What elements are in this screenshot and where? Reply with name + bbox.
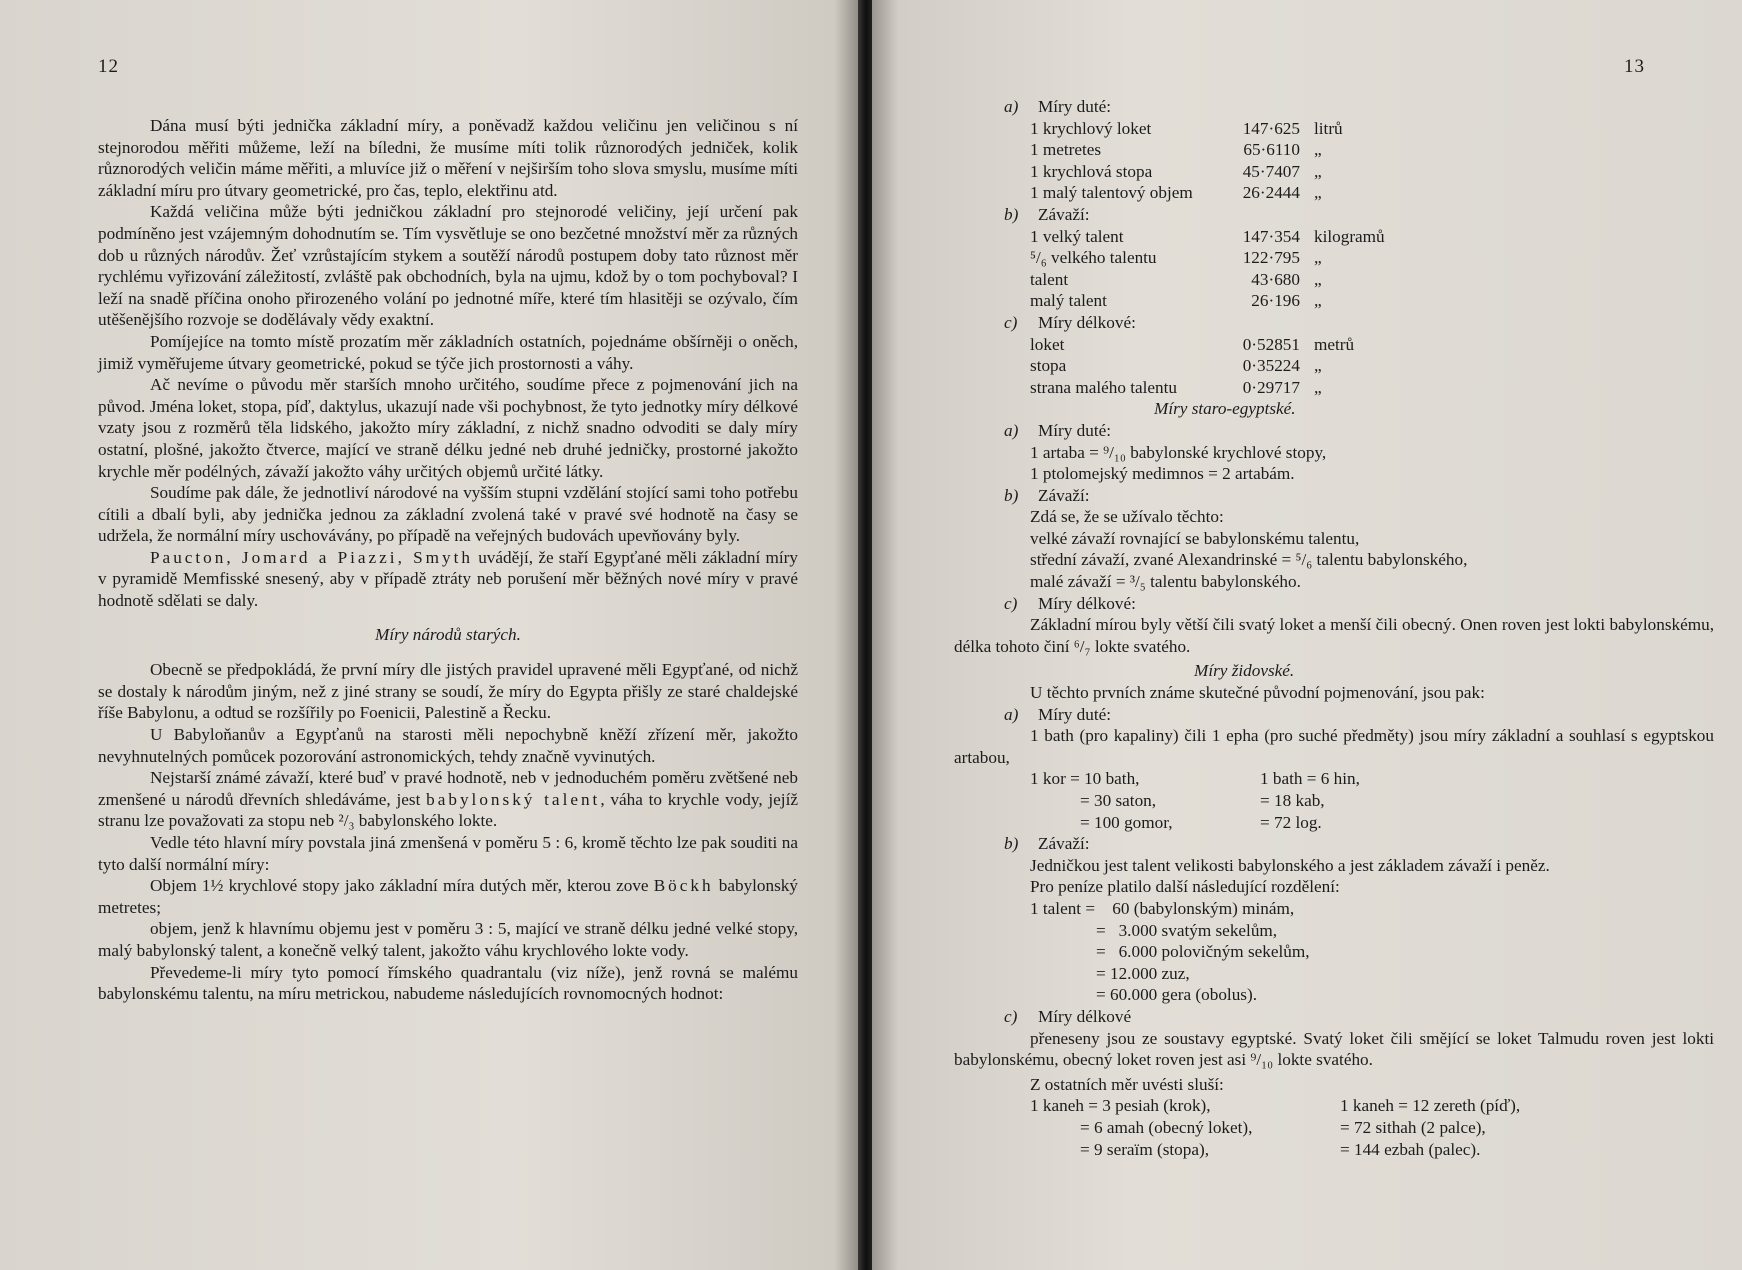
measure-value: 122·795 bbox=[1242, 248, 1300, 268]
measure-table bbox=[954, 898, 1714, 1006]
paragraph: Převedeme-li míry tyto pomocí římského quadrantalu (viz níže), jenž rovná se malému babylonskému talentu, na míru metrickou, nabudeme následujících rovnomocných hodnot: bbox=[98, 962, 798, 1004]
paragraph: Obecně se předpokládá, že první míry dle jistých pravidel upravené měli Egypťané, od nichž se dostaly k národům jiným, než z jiné strany se soudí, že míry do Egypta přišly ze staré chaldejské říše Babylonu, a odtud se rozšířily po Foenicii, Palestině a Řecku. bbox=[98, 660, 798, 723]
measure-row bbox=[954, 161, 1714, 183]
paragraph bbox=[98, 767, 798, 832]
paragraph-text: Nejstarší známé závaží, které buď v pravé hodnotě, neb v jednoduchém poměru zvětšené neb zmenšené u národů dřevních shledáváme, jest bbox=[98, 768, 798, 809]
section-heading: Míry staro-egyptské. bbox=[1154, 399, 1296, 419]
measure-row: = 6.000 polovičným sekelům, bbox=[1096, 942, 1310, 962]
measure-unit: „ bbox=[1314, 183, 1322, 203]
measure-row bbox=[954, 118, 1714, 140]
measure-name: 1 krychlový loket bbox=[1030, 118, 1152, 138]
measure-table bbox=[954, 768, 1714, 833]
measure-row bbox=[954, 182, 1714, 204]
list-label: c) bbox=[1004, 1006, 1018, 1026]
measure-value: 0·29717 bbox=[1242, 377, 1300, 397]
measure-unit: „ bbox=[1314, 377, 1322, 397]
measure-row bbox=[954, 812, 1714, 834]
measure-row bbox=[954, 1117, 1714, 1139]
paragraph: Dána musí býti jednička základní míry, a poněvadž každou veličinu jen veličinou s ní stejnorodou měřiti můžeme, leží na bíledni, že musíme míti tolik různorodých jedniček, kolik různorodých veličin máme měřiti, a mluvíce již o měření v nejširším toho slova smyslu, musíme míti základní míru pro útvary geometrické, pro čas, teplo, elektřinu atd. bbox=[98, 116, 798, 200]
list-heading bbox=[954, 204, 1714, 226]
left-page-text bbox=[98, 115, 798, 1005]
right-page bbox=[872, 0, 1742, 1270]
measure-row bbox=[954, 355, 1714, 377]
paragraph: Základní mírou byly větší čili svatý loket a menší čili obecný. Onen roven jest lokti babylonskému, délka tohoto činí ⁶/₇ lokte svatého. bbox=[954, 615, 1714, 656]
measure-right: 1 kaneh = 12 zereth (píď), bbox=[1340, 1096, 1521, 1116]
list-heading bbox=[954, 485, 1714, 507]
paragraph-text: , váha to krychle vody, jejíž stranu lze považovati za stopu neb ²/₃ babylonského lokte. bbox=[98, 789, 798, 831]
measure-row: 1 talent = 60 (babylonským) minám, bbox=[1030, 898, 1295, 918]
page-number: 12 bbox=[98, 56, 119, 77]
list-title: Závaží: bbox=[1038, 204, 1090, 224]
measure-row: = 12.000 zuz, bbox=[1096, 963, 1190, 983]
list-label: b) bbox=[1004, 204, 1019, 224]
measure-row bbox=[954, 269, 1714, 291]
measure-left: = 100 gomor, bbox=[1080, 812, 1173, 832]
measure-unit: „ bbox=[1314, 356, 1322, 376]
list-title: Míry duté: bbox=[1038, 97, 1112, 116]
measure-left: = 9 seraïm (stopa), bbox=[1080, 1139, 1210, 1159]
paragraph: Pomíjejíce na tomto místě prozatím měr základních ostatních, pojednáme obšírněji o oněch, jimiž vyměřujeme útvary geometrické, pokud se týče jich prostornosti a váhy. bbox=[98, 331, 798, 373]
measure-unit: „ bbox=[1314, 140, 1322, 160]
list-title: Závaží: bbox=[1038, 834, 1090, 854]
measure-right: = 72 log. bbox=[1260, 812, 1322, 832]
measure-unit: „ bbox=[1314, 291, 1322, 311]
list-heading bbox=[954, 312, 1714, 334]
list-line: velké závaží rovnající se babylonskému talentu, bbox=[1030, 528, 1360, 548]
measure-value: 26·196 bbox=[1251, 291, 1300, 311]
measure-value: 43·680 bbox=[1251, 269, 1300, 289]
measure-table bbox=[954, 1095, 1714, 1160]
measure-row bbox=[954, 790, 1714, 812]
list-label: c) bbox=[1004, 593, 1018, 613]
measure-table bbox=[954, 226, 1714, 312]
list-line: malé závaží = ³/₅ talentu babylonského. bbox=[1030, 572, 1301, 592]
list-heading bbox=[954, 1006, 1714, 1028]
measure-row bbox=[954, 290, 1714, 312]
emphasized-term: babylonský talent bbox=[426, 789, 601, 809]
list-heading bbox=[954, 420, 1714, 442]
paragraph bbox=[98, 875, 798, 918]
measure-row bbox=[954, 377, 1714, 399]
measure-row: = 60.000 gera (obolus). bbox=[1096, 985, 1258, 1005]
measure-row bbox=[954, 139, 1714, 161]
measure-unit: „ bbox=[1314, 269, 1322, 289]
measure-unit: „ bbox=[1314, 248, 1322, 268]
list-title: Míry duté: bbox=[1038, 704, 1112, 724]
measure-name: ⁵/₆ velkého talentu bbox=[1030, 248, 1157, 268]
author-name: Böckh bbox=[653, 876, 714, 896]
measure-name: malý talent bbox=[1030, 291, 1107, 311]
measure-name: 1 metretes bbox=[1030, 140, 1102, 160]
list-title: Míry délkové: bbox=[1038, 593, 1136, 613]
measure-row bbox=[954, 1095, 1714, 1117]
measure-value: 45·7407 bbox=[1242, 161, 1300, 181]
list-line: 1 artaba = ⁹/₁₀ babylonské krychlové stopy, bbox=[1030, 442, 1327, 462]
list-line: Z ostatních měr uvésti sluší: bbox=[1030, 1074, 1224, 1094]
paragraph: Vedle této hlavní míry povstala jiná zmenšená v poměru 5 : 6, kromě těchto lze pak souditi na tyto další normální míry: bbox=[98, 833, 798, 874]
list-heading bbox=[954, 833, 1714, 855]
list-heading bbox=[954, 96, 1714, 118]
list-label: c) bbox=[1004, 312, 1018, 332]
list-title: Míry délkové: bbox=[1038, 312, 1136, 332]
measure-right: = 18 kab, bbox=[1260, 791, 1325, 810]
paragraph-text: uvádějí, že staří Egypťané měli základní míry v pyramidě Memfisské snesený, aby v případě ztráty neb porušení měr běžných nové míry v pravé hodnotě sdělati se daly. bbox=[98, 547, 798, 611]
measure-name: talent bbox=[1030, 269, 1069, 289]
measure-name: 1 velký talent bbox=[1030, 226, 1124, 246]
measure-left: 1 kor = 10 bath, bbox=[1030, 769, 1140, 789]
paragraph bbox=[98, 547, 798, 612]
paragraph: Každá veličina může býti jedničkou základní pro stejnorodé veličiny, její určení pak podmíněno jest vzájemným dohodnutím se. Tím vysvětluje se ono bezčetné množství měr za různých dob u různých národův. Žeť vzrůstajícím stykem a soutěží národů postupem doby tato různost měr rychlému vyřizování záležitostí, zvláště pak obchodních, byla na ujmu, kdož by o tom pochyboval? I leží na snadě příčina onoho přirozeného volání po jednotné míře, které tím hlasitěji se ozývalo, čím utěšenějšího rozvoje se dodělávaly vědy exaktní. bbox=[98, 202, 798, 330]
measure-unit: kilogramů bbox=[1314, 226, 1385, 246]
measure-table bbox=[954, 118, 1714, 204]
list-title: Míry duté: bbox=[1038, 420, 1112, 440]
measure-name: strana malého talentu bbox=[1030, 377, 1177, 397]
measure-value: 65·6110 bbox=[1243, 140, 1300, 160]
measure-table bbox=[954, 334, 1714, 399]
paragraph: Soudíme pak dále, že jednotliví národové na vyšším stupni vzdělání stojící sami toho potřebu cítili a dbalí byli, aby jednička jednou za základní zvolená také v pravé své hodnotě na časy se udržela, že normální míry uschovávány, po případě na veřejných budovách upevňovány byly. bbox=[98, 483, 798, 546]
list-line: Pro peníze platilo další následující rozdělení: bbox=[1030, 877, 1340, 897]
measure-right: 1 bath = 6 hin, bbox=[1260, 769, 1360, 789]
measure-name: 1 krychlová stopa bbox=[1030, 161, 1153, 181]
measure-right: = 72 sithah (2 palce), bbox=[1340, 1117, 1486, 1137]
measure-right: = 144 ezbah (palec). bbox=[1340, 1139, 1481, 1159]
measure-name: 1 malý talentový objem bbox=[1030, 183, 1193, 203]
list-title: Závaží: bbox=[1038, 485, 1090, 505]
measure-row bbox=[954, 334, 1714, 356]
measure-row: = 3.000 svatým sekelům, bbox=[1096, 920, 1278, 940]
list-line: U těchto prvních známe skutečné původní pojmenování, jsou pak: bbox=[1030, 683, 1485, 703]
measure-value: 147·354 bbox=[1242, 226, 1300, 246]
list-label: b) bbox=[1004, 485, 1019, 505]
author-names: Paucton, Jomard a Piazzi, Smyth bbox=[150, 547, 473, 567]
section-heading: Míry národů starých. bbox=[375, 624, 521, 644]
measure-name: stopa bbox=[1030, 356, 1067, 376]
measure-row bbox=[954, 247, 1714, 269]
list-line: Zdá se, že se užívalo těchto: bbox=[1030, 507, 1224, 527]
list-line: 1 ptolomejský medimnos = 2 artabám. bbox=[1030, 464, 1295, 484]
list-heading bbox=[954, 593, 1714, 615]
paragraph-text: babylonský metretes; bbox=[98, 876, 798, 917]
measure-left: = 6 amah (obecný loket), bbox=[1080, 1117, 1253, 1137]
paragraph: U Babyloňanův a Egypťanů na starosti měli nepochybně kněží zřízení měr, jakožto nevyhnutelných pomůcek pozorování astronomických, tehdy značně vyvinutých. bbox=[98, 725, 798, 766]
list-label: a) bbox=[1004, 97, 1019, 116]
list-line: střední závaží, zvané Alexandrinské = ⁵/₆ talentu babylonského, bbox=[1030, 550, 1468, 570]
measure-left: 1 kaneh = 3 pesiah (krok), bbox=[1030, 1096, 1211, 1116]
paragraph: Ač nevíme o původu měr starších mnoho určitého, soudíme přece z pojmenování jich na původ. Jména loket, stopa, píď, daktylus, ukazují nade vši pochybnost, že tyto jednotky míry délkové vzaty jsou z rozměrů těla lidského, jakožto míry základní, z nichž snadno odvoditi se daly míry ostatní, plošné, jakožto čtverce, mající ve straně délku jedné neb druhé jedničky, prostorné jakožto krychle měr podélných, závaží jakožto váhy určitých objemů určité látky. bbox=[98, 375, 798, 481]
paragraph: přeneseny jsou ze soustavy egyptské. Svatý loket čili smějící se loket Talmudu roven jest lokti babylonskému, obecný loket roven jest asi ⁹/₁₀ lokte svatého. bbox=[954, 1028, 1714, 1070]
measure-value: 26·2444 bbox=[1242, 183, 1300, 203]
list-title: Míry délkové bbox=[1038, 1006, 1132, 1026]
measure-name: loket bbox=[1030, 334, 1065, 354]
measure-value: 147·625 bbox=[1242, 118, 1300, 138]
measure-row bbox=[954, 768, 1714, 790]
list-label: a) bbox=[1004, 420, 1019, 440]
measure-row bbox=[954, 1139, 1714, 1161]
paragraph: objem, jenž k hlavnímu objemu jest v poměru 3 : 5, mající ve straně délku jedné velké stopy, malý babylonský talent, a konečně velký talent, jakožto váhu krychlového lokte vody. bbox=[98, 919, 798, 960]
list-heading bbox=[954, 704, 1714, 726]
paragraph-text: Objem 1½ krychlové stopy jako základní míra dutých měr, kterou zove bbox=[150, 876, 654, 896]
measure-value: 0·52851 bbox=[1242, 334, 1300, 354]
measure-unit: „ bbox=[1314, 161, 1322, 181]
measure-value: 0·35224 bbox=[1242, 356, 1300, 376]
right-page-text bbox=[954, 96, 1714, 1160]
paragraph: 1 bath (pro kapaliny) čili 1 epha (pro suché předměty) jsou míry základní a souhlasí s egyptskou artabou, bbox=[954, 726, 1714, 767]
measure-unit: metrů bbox=[1314, 334, 1355, 354]
list-label: a) bbox=[1004, 704, 1019, 724]
left-page bbox=[0, 0, 860, 1270]
list-line: Jedničkou jest talent velikosti babylonského a jest základem závaží i peněz. bbox=[1030, 855, 1550, 875]
list-label: b) bbox=[1004, 834, 1019, 854]
measure-row bbox=[954, 226, 1714, 248]
measure-left: = 30 saton, bbox=[1080, 791, 1157, 810]
measure-unit: litrů bbox=[1314, 118, 1343, 138]
section-heading: Míry židovské. bbox=[1194, 661, 1295, 681]
page-number: 13 bbox=[1624, 56, 1645, 77]
